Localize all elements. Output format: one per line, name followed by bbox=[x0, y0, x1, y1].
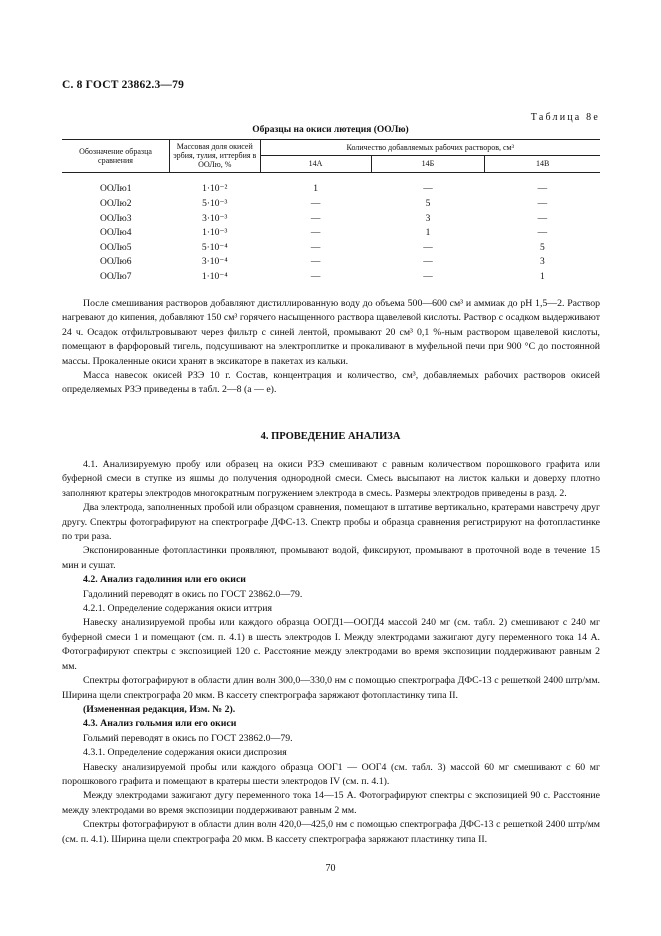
paragraph: Между электродами зажигают дугу переменного тока 14—15 А. Фотографируют спектры с экспозицией 90 с. Расстояние между электродами во время экспозиции поддерживают равным 2 мм. bbox=[62, 790, 600, 816]
document-header: С. 8 ГОСТ 23862.3—79 bbox=[62, 79, 185, 91]
table-row bbox=[62, 172, 600, 197]
table-cell-frac: 1·10⁻⁴ bbox=[201, 271, 228, 282]
col-sample: Обозначение образца сравнения bbox=[62, 140, 170, 173]
paragraph: Гадолиний переводят в окись по ГОСТ 23862.0—79. bbox=[83, 588, 303, 600]
table-cell-a: — bbox=[310, 257, 321, 268]
table-cell-frac: 3·10⁻³ bbox=[202, 213, 228, 224]
table-cell-name: ООЛю6 bbox=[99, 257, 132, 268]
col-14b: 14Б bbox=[371, 156, 485, 172]
table-row bbox=[62, 226, 600, 241]
col-fraction: Массовая доля окисей эрбия, тулия, иттербия в ООЛю, % bbox=[170, 140, 261, 173]
table-cell-a: — bbox=[310, 228, 321, 239]
paragraph: Экспонированные фотопластинки проявляют, промывают водой, фиксируют, промывают в проточной воде в течение 15 мин и сушат. bbox=[62, 545, 600, 571]
table-cell-c: 1 bbox=[540, 271, 545, 282]
section-heading: 4. ПРОВЕДЕНИЕ АНАЛИЗА bbox=[260, 431, 401, 442]
table-cell-a: — bbox=[310, 271, 321, 282]
paragraph: Два электрода, заполненных пробой или образцом сравнения, помещают в штативе вертикально, кратерами навстречу друг другу. Спектры фотографируют на спектрографе ДФС-13. Спектр пробы и образца сравнения регистрируют на фотопластинке по три раза. bbox=[62, 502, 600, 543]
table-cell-name: ООЛю1 bbox=[99, 184, 132, 195]
table-cell-b: 1 bbox=[425, 228, 431, 239]
samples-table bbox=[62, 139, 600, 285]
paragraph: 4.1. Анализируемую пробу или образец на окиси РЗЭ смешивают с равным количеством порошкового графита или буферной смеси в ступке из яшмы до получения однородной смеси. Смесь высыпают на листок кальки и доверху плотно заполняют кратеры электродов многократным погружением электрода в смесь. Размеры электродов приведены в разд. 2. bbox=[62, 459, 600, 499]
table-cell-b: — bbox=[423, 257, 433, 268]
table-label: Таблица 8е bbox=[530, 112, 600, 123]
paragraph: После смешивания растворов добавляют дистиллированную воду до объема 500—600 см³ и аммиак до рН 1,5—2. Раствор нагревают до кипения, добавляют 150 см³ горячего насыщенного раствора щавелевой кислоты. Раствор с осадком выдерживают 24 ч. Осадок отфильтровывают через фильтр с синей лентой, промывают 20 см³ 0,1 %-ным раствором щавелевой кислоты, помещают в фарфоровый тигель, подсушивают на электроплитке и прокаливают в муфельной печи при 900 °С до постоянной массы. Прокаленные окиси хранят в эксикаторе в пакетах из кальки. bbox=[62, 298, 600, 367]
table-cell-c: — bbox=[537, 213, 548, 224]
table-cell-a: — bbox=[310, 198, 321, 209]
table-cell-b: — bbox=[423, 271, 433, 282]
table-cell-c: — bbox=[537, 198, 548, 209]
table-row bbox=[62, 270, 600, 285]
table-cell-frac: 1·10⁻³ bbox=[202, 228, 228, 239]
table-cell-a: — bbox=[310, 213, 321, 224]
body-text-top bbox=[62, 297, 600, 398]
subheading: 4.3. Анализ гольмия или его окиси bbox=[83, 718, 237, 730]
table-row bbox=[62, 256, 600, 271]
table-row bbox=[62, 241, 600, 256]
paragraph: 4.3.1. Определение содержания окиси диспрозия bbox=[83, 747, 287, 759]
table-row bbox=[62, 212, 600, 227]
table-cell-b: — bbox=[423, 242, 433, 253]
table-cell-name: ООЛю4 bbox=[99, 228, 132, 239]
table-cell-frac: 3·10⁻⁴ bbox=[201, 257, 228, 268]
paragraph: Спектры фотографируют в области длин волн 420,0—425,0 нм с помощью спектрографа ДФС-13 с решеткой 2400 штр/мм (см. п. 4.1). Ширина щели спектрографа 20 мкм. В кассету спектрографа заряжают пластинку типа II. bbox=[62, 819, 600, 845]
table-cell-b: 3 bbox=[425, 213, 431, 224]
col-14a: 14А bbox=[260, 156, 371, 172]
subheading: 4.2. Анализ гадолиния или его окиси bbox=[83, 574, 246, 586]
table-cell-frac: 5·10⁻⁴ bbox=[201, 242, 228, 253]
table-cell-b: — bbox=[423, 184, 433, 195]
table-cell-c: 3 bbox=[540, 257, 545, 268]
table-cell-a: 1 bbox=[313, 184, 318, 195]
page-number: 70 bbox=[325, 863, 336, 874]
paragraph: Спектры фотографируют в области длин волн 300,0—330,0 нм с помощью спектрографа ДФС-13 с решеткой 2400 штр/мм. Ширина щели спектрографа 20 мкм. В кассету спектрографа заряжают фотопластинку типа II. bbox=[62, 675, 600, 701]
paragraph: 4.2.1. Определение содержания окиси иттрия bbox=[83, 603, 273, 615]
table-cell-c: — bbox=[537, 228, 548, 239]
table-cell-name: ООЛю7 bbox=[99, 271, 132, 282]
col-14v: 14В bbox=[485, 156, 600, 172]
table-row bbox=[62, 197, 600, 212]
edit-note: (Измененная редакция, Изм. № 2). bbox=[83, 703, 236, 715]
table-caption: Образцы на окиси лютеция (ООЛю) bbox=[252, 125, 409, 135]
table-cell-name: ООЛю2 bbox=[99, 198, 132, 209]
table-cell-name: ООЛю5 bbox=[99, 242, 132, 253]
col-group: Количество добавляемых рабочих растворов, см³ bbox=[260, 140, 600, 156]
table-cell-name: ООЛю3 bbox=[99, 213, 132, 224]
paragraph: Навеску анализируемой пробы или каждого образца ООГД1—ООГД4 массой 240 мг (см. табл. 2) смешивают с 240 мг буферной смеси 1 и помещают (см. п. 4.1) в шесть электродов I. Между электродами зажигают дугу переменного тока 14 А. Фотографируют спектры с экспозицией 120 с. Расстояние между электродами во время экспозиции поддерживают равным 2 мм. bbox=[62, 617, 600, 672]
table-cell-c: 5 bbox=[540, 242, 545, 253]
table-cell-b: 5 bbox=[425, 198, 431, 209]
paragraph: Масса навесок окисей РЗЭ 10 г. Состав, концентрация и количество, см³, добавляемых рабочих растворов окисей определяемых РЗЭ приведены в табл. 2—8 (а — е). bbox=[62, 370, 600, 396]
table-cell-c: — bbox=[537, 184, 548, 195]
body-text-main bbox=[62, 458, 600, 847]
paragraph: Гольмий переводят в окись по ГОСТ 23862.0—79. bbox=[83, 732, 293, 744]
table-cell-frac: 1·10⁻² bbox=[202, 184, 228, 195]
table-cell-frac: 5·10⁻³ bbox=[202, 198, 228, 209]
paragraph: Навеску анализируемой пробы или каждого образца ООГ1 — ООГ4 (см. табл. 3) массой 60 мг смешивают с 60 мг порошкового графита и помещают в кратеры шести электродов IV (см. п. 4.1). bbox=[62, 761, 600, 787]
table-cell-a: — bbox=[310, 242, 321, 253]
